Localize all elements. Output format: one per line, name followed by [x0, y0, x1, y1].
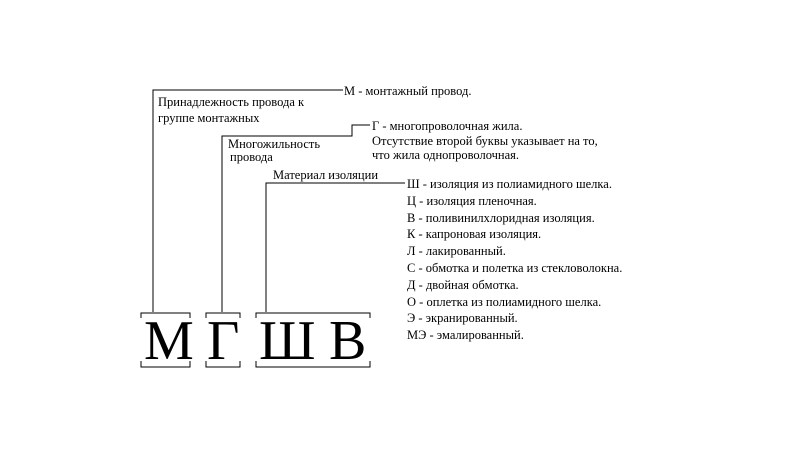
list-item: В - поливинилхлоридная изоляция. — [407, 210, 595, 225]
code-letter-sh: Ш — [259, 310, 316, 372]
label-strands-line1: Многожильность — [228, 137, 321, 151]
list-item: Ц - изоляция пленочная. — [407, 193, 537, 208]
code-letter-v: В — [329, 310, 367, 372]
list-item: Д - двойная обмотка. — [407, 277, 519, 292]
note-strands-line1: Отсутствие второй буквы указывает на то, — [372, 134, 598, 148]
list-item: О - оплетка из полиамидного шелка. — [407, 294, 602, 309]
list-item: Ш - изоляция из полиамидного шелка. — [407, 177, 612, 191]
label-strands-line2: провода — [230, 150, 273, 164]
label-belonging-line1: Принадлежность провода к — [158, 95, 305, 109]
value-strands: Г - многопроволочная жила. — [372, 119, 523, 133]
insulation-list — [407, 176, 622, 344]
note-strands-line2: что жила однопроволочная. — [372, 148, 520, 162]
code-letter-g: Г — [207, 310, 240, 372]
connector-insulation — [266, 183, 405, 312]
label-belonging-line2: группе монтажных — [158, 111, 260, 125]
label-insulation: Материал изоляции — [273, 168, 379, 182]
list-item: С - обмотка и полетка из стекловолокна. — [407, 260, 623, 275]
list-item: Л - лакированный. — [407, 244, 506, 259]
code-letter-m: М — [144, 310, 194, 372]
list-item: К - капроновая изоляция. — [407, 227, 542, 242]
value-belonging: М - монтажный провод. — [344, 84, 472, 98]
list-item: МЭ - эмалированный. — [407, 328, 524, 343]
list-item: Э - экранированный. — [407, 311, 518, 326]
